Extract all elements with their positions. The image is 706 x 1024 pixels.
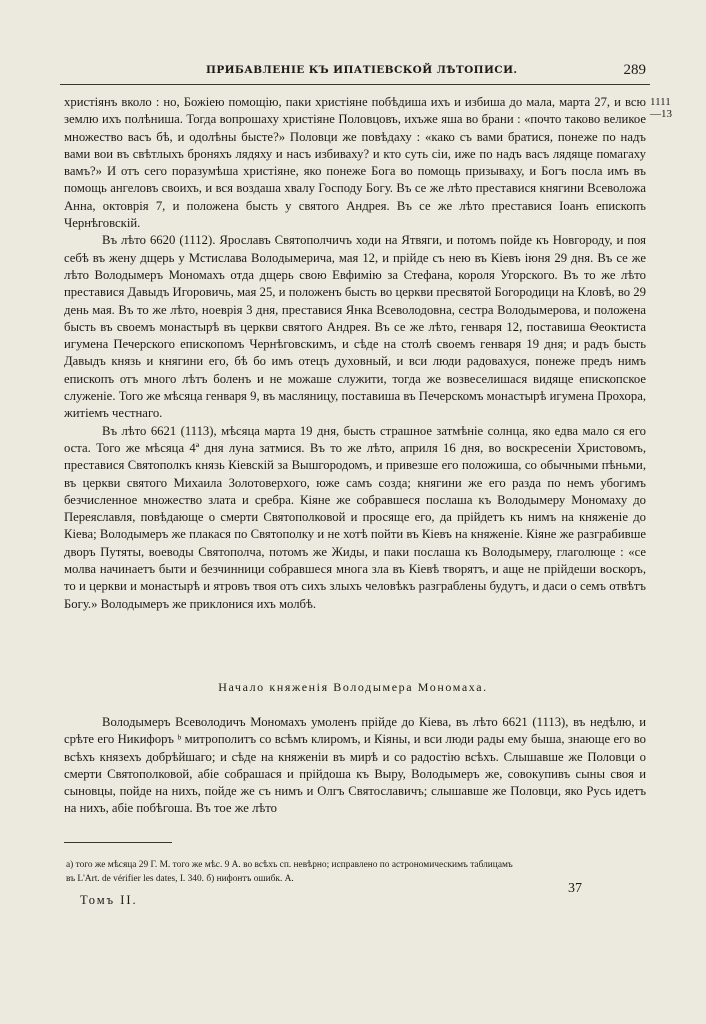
footnote-line: а) того же мѣсяца 29 Г. М. того же мѣс. 9 А. во всѣхъ сп. невѣрно; исправлено по астрономическимъ таблицамъ	[66, 860, 513, 870]
header-rule	[60, 84, 650, 85]
page-number: 289	[623, 62, 646, 78]
running-head	[64, 64, 646, 82]
signature-mark: 37	[568, 881, 582, 896]
paragraph: Володымеръ Всеволодичъ Мономахъ умоленъ прійде до Кіева, въ лѣто 6621 (1113), въ недѣлю, и срѣте его Никифоръ ᵇ митрополитъ со всѣмъ клиромъ, и Кіяны, и вси люди рады ему быша, знающе его во всѣхъ князехъ добрѣйшаго; и сѣде на княженіи въ мирѣ и со радостію всѣхъ. Слышавше же Половци о смерти Святополковой, абіе собрашася и прійдоша къ Выру, Володымеръ же, совокупивъ сыны своя и сыновцы, пойде на нихъ, пойде же съ нимъ и Олгъ Святославичъ; слышавше же Половци, яко Русь идетъ на нихъ, абіе побѣгоша. Въ тое же лѣто	[64, 715, 646, 816]
paragraph: христіянъ вколо : но, Божіею помощію, паки христіяне побѣдиша ихъ и избиша до мала, марта 27, и всю землю ихъ полѣниша. Тогда вопрошаху христіяне Половцовъ, ихъже яша во брани : «почто таково великое множество васъ бѣ, и одолѣны быстe?» Половци же повѣдаху : «како съ вами братися, понеже по надъ вами вои въ свѣтлыхъ броняхъ лядяху и насъ избиваху? и кто суть сіи, иже по надъ васъ лядяще помагаху вамъ?» И отъ сего поразумѣша христіяне, яко понеже Бога во помощь призываху, и Богъ посла имъ въ помощь ангеловъ своихъ, и вся воздаша хвалу Господу Богу. Въ се же лѣто преставися княгини Всеволожа Анна, октоврія 7, и положена бысть у святого Андрея. Въ се же лѣто преставися Іоанъ епископъ Чернѣговскій.	[64, 95, 646, 231]
margin-note: —13	[650, 108, 672, 120]
footnotes	[66, 859, 646, 886]
volume-label: Томъ II.	[80, 893, 138, 907]
footnote-line: въ L'Art. de vérifier les dates, I. 340. б) нифонтъ ошибк. А.	[66, 873, 294, 884]
running-title: ПРИБАВЛЕНІЕ КЪ ИПАТІЕВСКОЙ ЛѢТОПИСИ.	[206, 64, 518, 76]
margin-note: 1111	[650, 96, 671, 108]
body-text-before	[64, 94, 646, 613]
body-text-after	[64, 714, 646, 818]
paragraph: Въ лѣто 6621 (1113), мѣсяца марта 19 дня, бысть страшное затмѣніе солнца, яко едва мало ся его оста. Того же мѣсяца 4ª дня луна затмися. Въ то же лѣто, априля 16 дня, во воскресеніи Христовомъ, преставися Святополкъ князь Кіевскій за Вышгородомъ, и привезше его положиша, со обычными пѣньми, въ церкви святого Михаила Золотоверхого, юже самъ созда; княгини же его разда по немъ убогимъ безчисленное множество злата и сребра. Кіяне же собравшеся послаша къ Володымеру Мономаху до Переяславля, повѣдающе о смерти Святополковой и просяще его, да прійдетъ къ нимъ на княженіе до Кіева; Володымеръ же плакася по Святополку и не хотѣ пойти въ Кіевъ на княженіе. Кіяне же разграбивше дворъ Путяты, воеводы Святополча, потомъ же Жиды, и паки послаша къ Володымеру, глаголюще : «се молва начинаетъ быти и безчинници собравшеся многа зла въ Кіевѣ творятъ, и аще не прійдеши воскоръ, то и церкви и монастырѣ и ятровъ твоя отъ сихъ злыхъ человѣкъ разграблены будутъ, и даси о семъ отвѣтъ Богу.» Володымеръ же приклонися ихъ молбѣ.	[64, 423, 646, 611]
section-heading: Начало княженія Володымера Мономаха.	[218, 680, 488, 694]
footnote-rule	[64, 842, 172, 843]
paragraph: Въ лѣто 6620 (1112). Ярославъ Святополчичъ ходи на Ятвяги, и потомъ пойде къ Новгороду, и поя себѣ въ жену дщерь у Мстислава Володымерича, мая 12, и прійде съ нею въ Кіевъ іюня 29 дня. Въ се же лѣто Володымеръ Мономахъ отда дщерь свою Евфимію за Стефана, короля Угорского. Въ то же лѣто преставися Давыдъ Игоровичь, мая 25, и положенъ бысть во церкви пресвятой Богородици на Кловѣ, во 29 день мая. Въ то же лѣто, ноеврія 3 дня, преставися Янка Всеволодовна, сестра Володымерова, и положена бысть въ своемъ монастырѣ въ церкви святого Андрея. Въ се же лѣто, генваря 12, поставиша Ѳеоктиста игумена Печерского епископомъ Чернѣговскимъ, и сѣде на столѣ своемъ генваря 19 дня; и радъ бысть Давыдъ князь и княгини его, бѣ бо имъ отецъ духовный, и вси люди радовахуся, понеже предъ нимъ епископъ отъ много лѣтъ боленъ и не можаше служити, тогда же возвеселишася видяще епископское служеніе. Того же мѣсяца генваря 9, въ масляницу, поставиша въ Печерскомъ монастырѣ игумена Прохора, житіемъ честнаго.	[64, 233, 646, 421]
